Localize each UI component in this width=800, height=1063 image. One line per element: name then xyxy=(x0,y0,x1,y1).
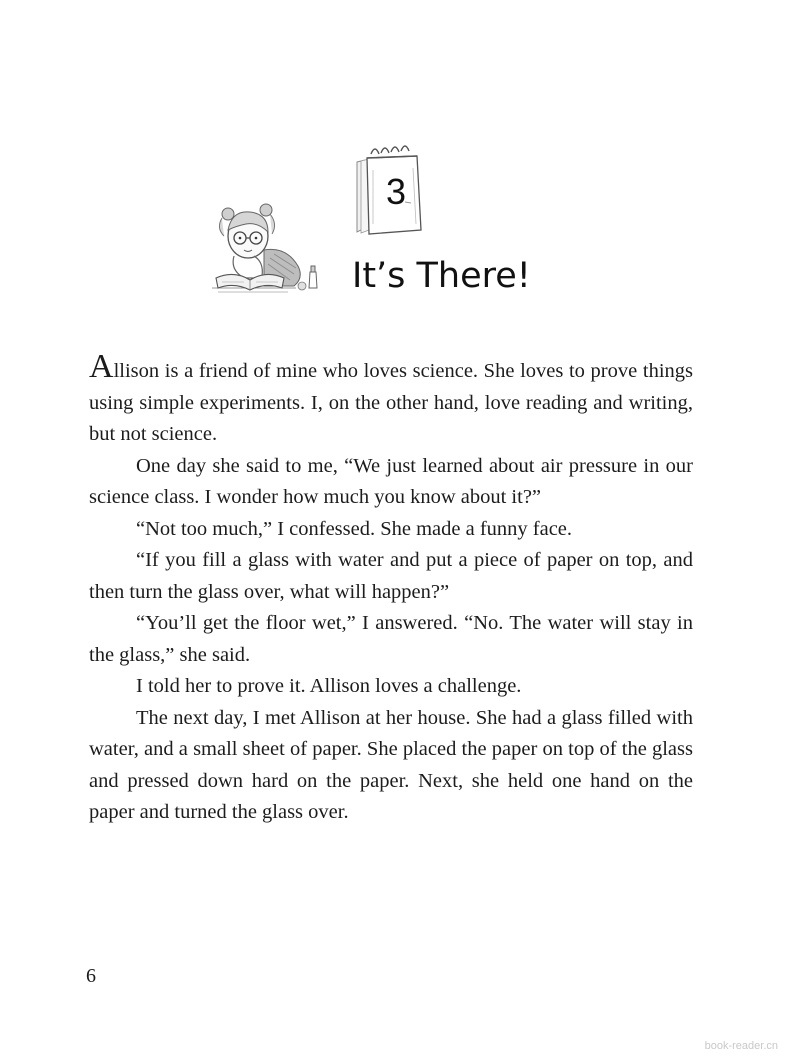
paragraph-text: llison is a friend of mine who loves science. She loves to prove things using simple experiments. I, on the other hand, love reading and writing, but not science. xyxy=(89,360,693,445)
paragraph: “If you fill a glass with water and put a piece of paper on top, and then turn the glass over, what will happen?” xyxy=(89,549,693,603)
paragraph: The next day, I met Allison at her house. She had a glass filled with water, and a small sheet of paper. She placed the paper on top of the glass and pressed down hard on the paper. Next, she held one hand on the paper and turned the glass over. xyxy=(89,706,693,823)
chapter-body xyxy=(89,348,693,829)
drop-cap: A xyxy=(89,348,114,385)
paragraph: “Not too much,” I confessed. She made a funny face. xyxy=(136,517,573,540)
girl-reading-illustration xyxy=(208,200,326,300)
paragraph: I told her to prove it. Allison loves a challenge. xyxy=(136,675,522,697)
watermark: book-reader.cn xyxy=(704,1040,778,1052)
paragraph xyxy=(89,348,693,451)
page-number: 6 xyxy=(86,965,96,987)
chapter-title: It’s There! xyxy=(352,256,531,296)
chapter-number: 3 xyxy=(385,171,407,212)
paragraph: One day she said to me, “We just learned about air pressure in our science class. I wonder how much you know about it?” xyxy=(89,454,693,508)
paragraph: “You’ll get the floor wet,” I answered. “No. The water will stay in the glass,” she said. xyxy=(89,612,693,666)
